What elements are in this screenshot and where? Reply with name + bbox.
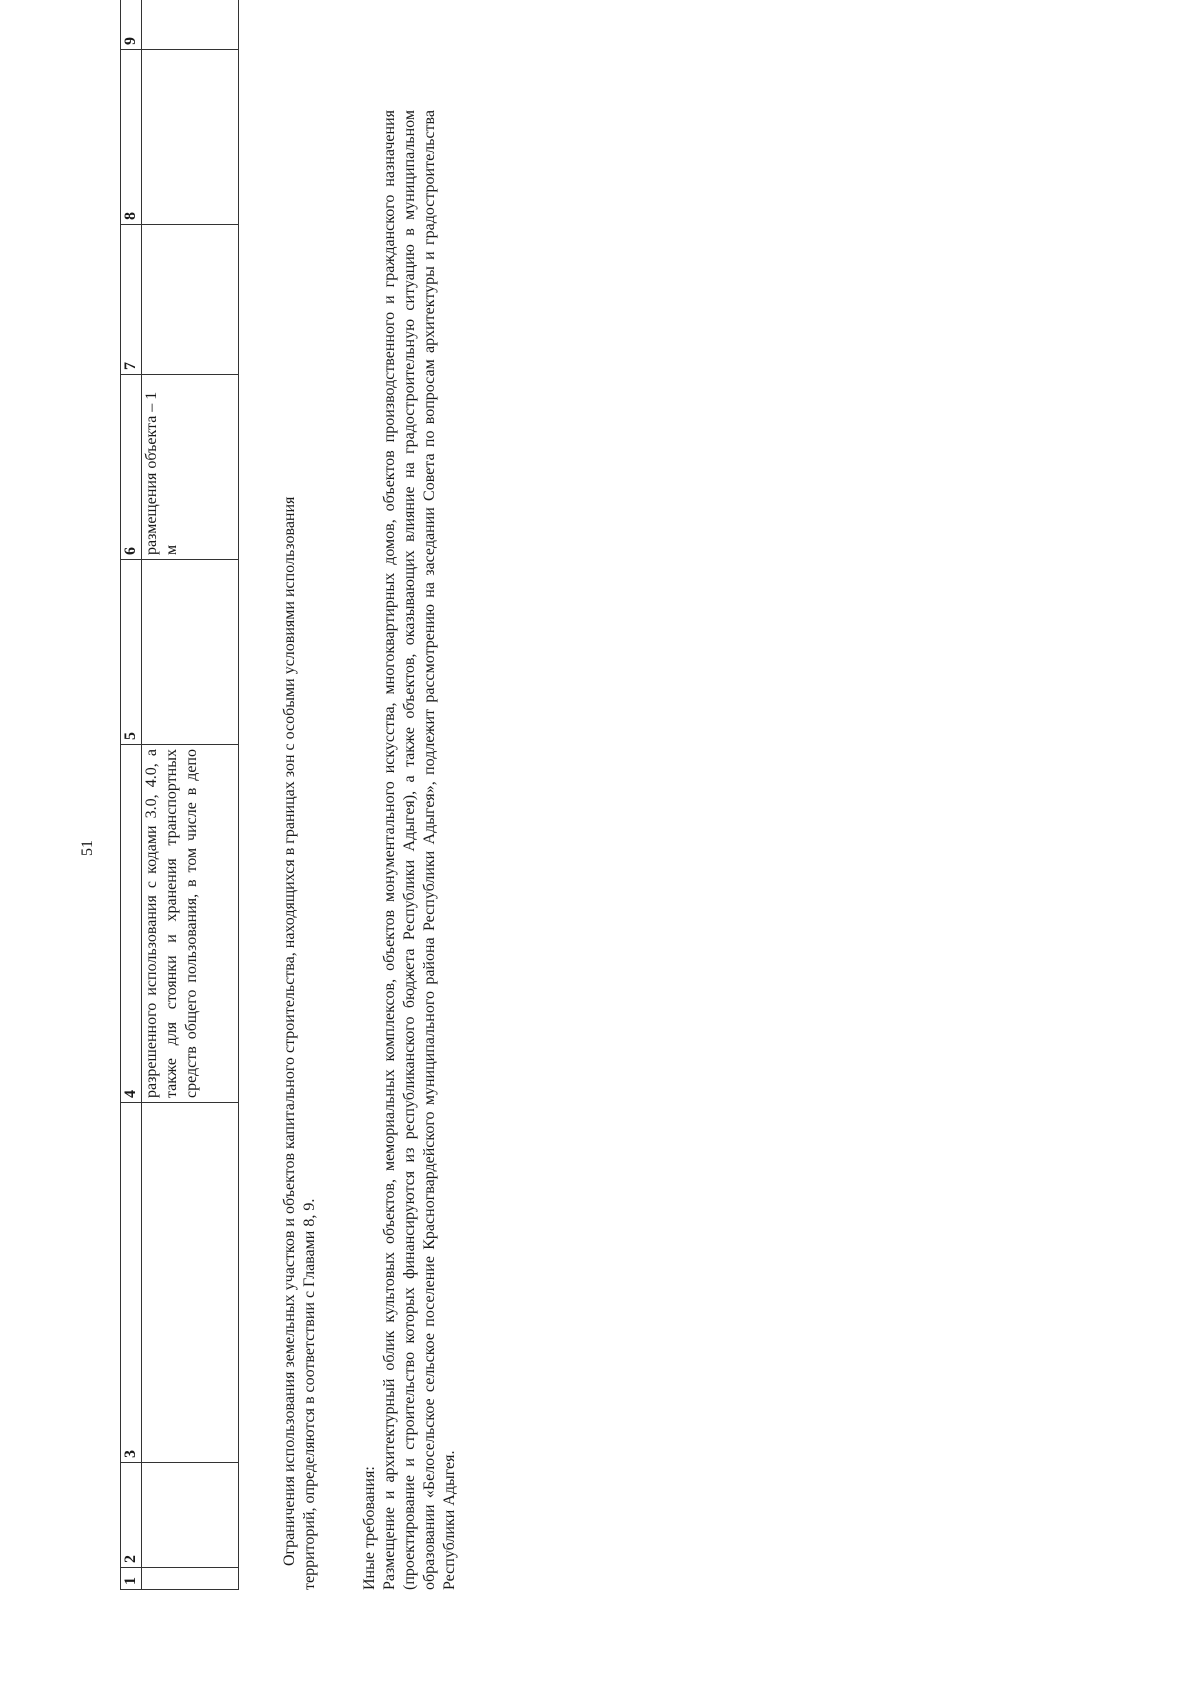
restrictions-paragraph [280, 110, 320, 1590]
restrictions-line-2: территорий, определяются в соответствии с Главами 8, 9. [301, 1198, 318, 1590]
column-header: 4 [121, 745, 142, 1103]
zoning-table [120, 0, 239, 1590]
restrictions-line-1: Ограничения использования земельных участков и объектов капитального строительства, находящихся в границах зон с особыми условиями использования [281, 496, 298, 1566]
table-row [142, 0, 239, 1590]
table-cell [142, 50, 239, 225]
table-cell [142, 1103, 239, 1463]
column-header: 9 [121, 0, 142, 50]
column-header: 6 [121, 375, 142, 560]
column-header: 7 [121, 225, 142, 375]
other-requirements-title: Иные требования: [361, 1466, 378, 1590]
other-requirements [360, 110, 460, 1590]
column-header: 5 [121, 560, 142, 745]
permitted-use-text: разрешенного использования с кодами 3.0, 4.0, а также для стоянки и хранения транспортных средств общего пользования, в том числе в депо [143, 749, 200, 1098]
table-cell [142, 560, 239, 745]
table-cell [142, 1568, 239, 1590]
column-header: 8 [121, 50, 142, 225]
page-number: 51 [79, 840, 96, 856]
table-cell [142, 375, 239, 560]
column-header: 1 [121, 1568, 142, 1590]
other-requirements-body: Размещение и архитектурный облик культовых объектов, мемориальных комплексов, объектов монументального искусства, многоквартирных домов, объектов производственного и гражданского назначения (проектирование и строительство которых финансируются из республиканского бюджета Республики Адыгея), а также объектов, оказывающих влияние на градостроительную ситуацию в муниципальном образовании «Белосельское сельское поселение Красногвардейского муниципального района Республики Адыгея», подлежит рассмотрению на заседании Совета по вопросам архитектуры и градостроительства Республики Адыгея. [381, 110, 458, 1590]
table-cell [142, 225, 239, 375]
placement-distance-text: размещения объекта – 1 м [143, 391, 180, 555]
column-header: 3 [121, 1103, 142, 1463]
table-cell [142, 0, 239, 50]
rotated-content [120, 37, 500, 1590]
column-header: 2 [121, 1463, 142, 1568]
table-cell [142, 745, 239, 1103]
table-cell [142, 1463, 239, 1568]
table-header-row [121, 0, 142, 1590]
